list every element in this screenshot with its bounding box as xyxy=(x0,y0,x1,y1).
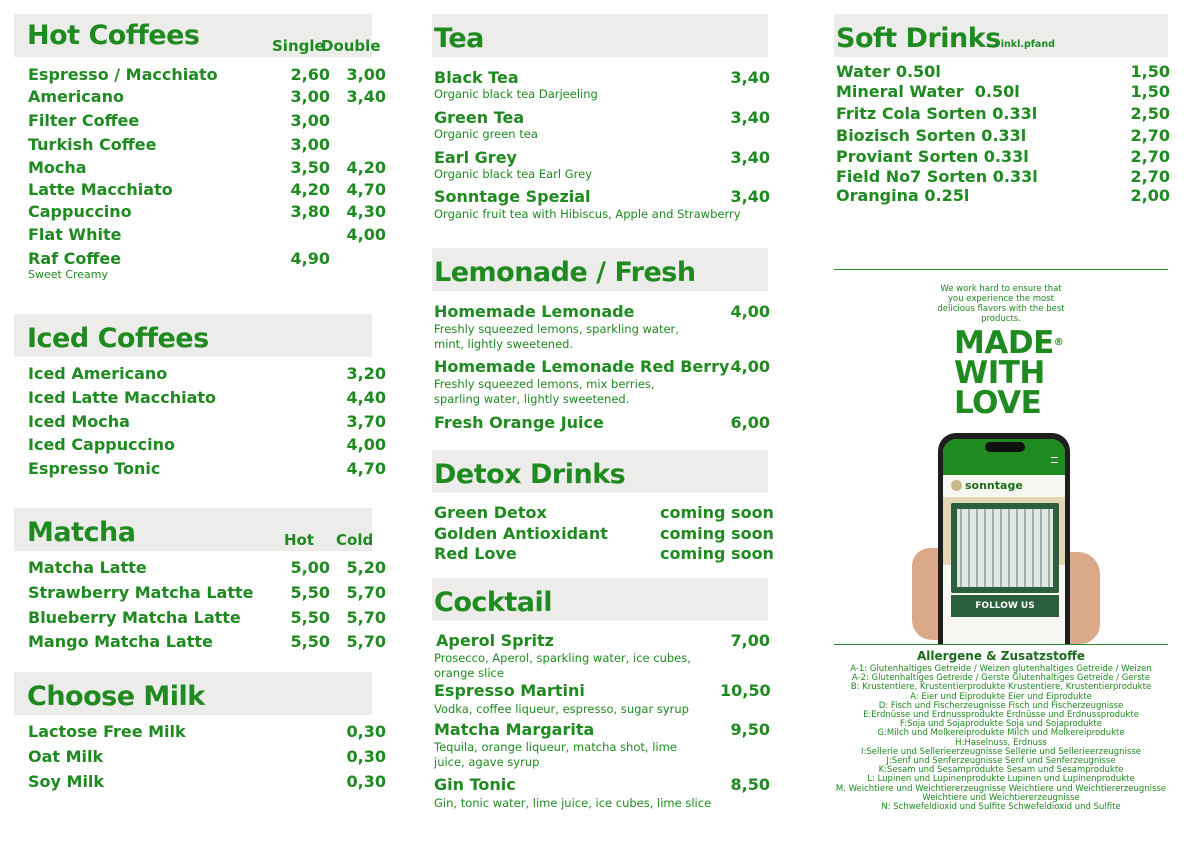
allergen-line: M. Weichtiere und Weichtiererzeugnisse Weichtiere und Weichtiererzeugnisse xyxy=(835,783,1167,794)
hot-coffees-header xyxy=(14,14,381,57)
item-price-cold: 5,70 xyxy=(346,583,386,602)
soft-drinks-subtitle: inkl.pfand xyxy=(1000,39,1055,50)
matcha-header xyxy=(14,508,372,551)
item-price: 7,00 xyxy=(730,631,770,650)
item-price-cold: 5,70 xyxy=(346,608,386,627)
item-description: Gin, tonic water, lime juice, ice cubes, lime slice xyxy=(434,796,712,810)
item-name: Red Love xyxy=(434,544,517,563)
item-price-hot: 5,50 xyxy=(290,632,330,651)
item-price-hot: 5,50 xyxy=(290,583,330,602)
item-name: Blueberry Matcha Latte xyxy=(28,608,241,627)
brand-logo-icon xyxy=(951,480,962,491)
item-price-single: 4,20 xyxy=(290,180,330,199)
item-name: Earl Grey xyxy=(434,148,517,167)
hot-coffees-title: Hot Coffees xyxy=(27,20,200,51)
item-price-double: 4,30 xyxy=(346,202,386,221)
milk-title: Choose Milk xyxy=(27,681,205,712)
item-price-cold: 5,70 xyxy=(346,632,386,651)
item-name: Sonntage Spezial xyxy=(434,187,591,206)
item-price-single: 4,90 xyxy=(290,249,330,268)
item-price: 4,00 xyxy=(730,357,770,376)
phone-app-bar xyxy=(943,439,1065,475)
phone-screen xyxy=(943,439,1065,645)
item-name: Filter Coffee xyxy=(28,111,140,130)
allergen-line: Weichtiere und Weichtiererzeugnisse xyxy=(922,792,1080,803)
soft-drinks-header xyxy=(834,14,1168,57)
item-description: Organic black tea Earl Grey xyxy=(434,167,593,181)
soft-drinks-title-text: Soft Drinks xyxy=(836,23,1001,54)
item-price: 4,00 xyxy=(730,302,770,321)
allergen-line: K:Sesam und Sesamprodukte Sesam und Sesamprodukte xyxy=(878,765,1124,776)
item-price-double: 4,20 xyxy=(346,158,386,177)
item-description: Sweet Creamy xyxy=(28,268,109,281)
item-name: Green Tea xyxy=(434,108,525,127)
double-label: Double xyxy=(321,37,381,55)
item-price-single: 3,50 xyxy=(290,158,330,177)
allergen-line: D: Fisch und Fischerzeugnisse Fisch und Fischerzeugnisse xyxy=(878,700,1124,711)
item-price: 6,00 xyxy=(730,413,770,432)
item-price-double: 3,00 xyxy=(346,65,386,84)
item-description: Vodka, coffee liqueur, espresso, sugar syrup xyxy=(434,702,689,716)
item-price: 10,50 xyxy=(720,681,771,700)
brand-name: sonntage xyxy=(965,479,1023,492)
item-price-double: 4,70 xyxy=(346,180,386,199)
item-name: Oat Milk xyxy=(28,747,104,766)
item-price-double: 3,40 xyxy=(346,87,386,106)
item-name: Iced Latte Macchiato xyxy=(28,388,217,407)
item-name: Matcha Latte xyxy=(28,558,147,577)
item-price: 3,40 xyxy=(730,108,770,127)
item-name: Turkish Coffee xyxy=(28,135,157,154)
item-price-single: 3,00 xyxy=(290,111,330,130)
item-name: Iced Cappuccino xyxy=(28,435,175,454)
item-name: Gin Tonic xyxy=(434,775,516,794)
item-price: coming soon xyxy=(660,503,774,522)
item-price: 4,00 xyxy=(346,435,386,454)
item-name: Espresso Tonic xyxy=(28,459,161,478)
tea-title: Tea xyxy=(434,23,484,54)
item-price: 3,40 xyxy=(730,148,770,167)
allergen-line: G:Milch und Molkereiprodukte Milch und Molkereiprodukte xyxy=(877,728,1125,739)
lemonade-title: Lemonade / Fresh xyxy=(434,257,696,288)
item-name: Lactose Free Milk xyxy=(28,722,186,741)
item-price: 0,30 xyxy=(346,747,386,766)
item-name: Iced Americano xyxy=(28,364,168,383)
item-name: Homemade Lemonade Red Berry xyxy=(434,357,730,376)
item-name: Strawberry Matcha Latte xyxy=(28,583,254,602)
item-price: 2,50 xyxy=(1130,104,1170,123)
item-name: Field No7 Sorten 0.33l xyxy=(836,167,1038,186)
item-name: Fritz Cola Sorten 0.33l xyxy=(836,104,1038,123)
cold-label: Cold xyxy=(336,531,374,549)
item-price: 2,70 xyxy=(1130,126,1170,145)
allergen-line: I:Sellerie und Sellerieerzeugnisse Sellerie und Sellerieerzeugnisse xyxy=(861,746,1141,757)
item-name: Golden Antioxidant xyxy=(434,524,608,543)
item-name: Espresso / Macchiato xyxy=(28,65,218,84)
allergens-list xyxy=(834,665,1168,812)
promo-text: We work hard to ensure that you experience the most delicious flavors with the best products. xyxy=(937,284,1065,324)
item-name: Homemade Lemonade xyxy=(434,302,635,321)
item-price: 3,20 xyxy=(346,364,386,383)
logo-line-3: LOVE xyxy=(954,385,1042,421)
item-price: 2,00 xyxy=(1130,186,1170,205)
item-name: Orangina 0.25l xyxy=(836,186,970,205)
soft-drinks-title xyxy=(836,23,1055,54)
made-with-love-logo xyxy=(954,325,1064,421)
item-price: 3,40 xyxy=(730,187,770,206)
item-name: Matcha Margarita xyxy=(434,720,595,739)
logo-line-2: WITH xyxy=(954,355,1045,391)
item-name: Aperol Spritz xyxy=(436,631,554,650)
item-description: Freshly squeezed lemons, sparkling water, mint, lightly sweetened. xyxy=(434,322,679,351)
divider xyxy=(834,644,1168,645)
item-price: coming soon xyxy=(660,544,774,563)
item-name: Water 0.50l xyxy=(836,62,941,81)
item-name: Espresso Martini xyxy=(434,681,585,700)
allergen-line: F:Soja und Sojaprodukte Soja und Sojaprodukte xyxy=(900,719,1102,730)
item-price: 9,50 xyxy=(730,720,770,739)
allergen-line: E:Erdnüsse und Erdnussprodukte Erdnüsse und Erdnussprodukte xyxy=(863,710,1139,721)
hot-label: Hot xyxy=(284,531,315,549)
item-description: Organic fruit tea with Hibiscus, Apple and Strawberry xyxy=(434,207,741,221)
allergen-line: J:Senf und Senferzeugnisse Senf und Senferzeugnisse xyxy=(886,756,1116,767)
hamburger-menu-icon xyxy=(1051,457,1058,463)
allergen-line: L: Lupinen und Lupinenprodukte Lupinen und Lupinenprodukte xyxy=(867,774,1135,785)
item-name: Raf Coffee xyxy=(28,249,122,268)
detox-title: Detox Drinks xyxy=(434,459,626,490)
allergen-line: A-1: Glutenhaltiges Getreide / Weizen glutenhaltiges Getreide / Weizen xyxy=(850,664,1152,674)
detox-header xyxy=(432,450,768,493)
allergen-line: H:Haselnuss, Erdnuss xyxy=(955,737,1047,748)
item-price: 3,40 xyxy=(730,68,770,87)
cocktail-title: Cocktail xyxy=(434,587,552,618)
item-price: 4,40 xyxy=(346,388,386,407)
item-price-single: 3,80 xyxy=(290,202,330,221)
item-price: 1,50 xyxy=(1130,62,1170,81)
item-price: coming soon xyxy=(660,524,774,543)
item-price-hot: 5,50 xyxy=(290,608,330,627)
allergen-line: A: Eier und Eiprodukte Eier und Eiprodukte xyxy=(910,691,1092,702)
item-price-single: 2,60 xyxy=(290,65,330,84)
item-price: 3,70 xyxy=(346,412,386,431)
item-name: Proviant Sorten 0.33l xyxy=(836,147,1029,166)
item-price-single: 3,00 xyxy=(290,87,330,106)
allergen-line: B: Krustentiere, Krustentierprodukte Krustentiere, Krustentierprodukte xyxy=(850,682,1152,693)
item-price-hot: 5,00 xyxy=(290,558,330,577)
item-name: Soy Milk xyxy=(28,772,105,791)
divider xyxy=(834,269,1168,270)
item-price: 8,50 xyxy=(730,775,770,794)
item-name: Green Detox xyxy=(434,503,547,522)
item-name: Black Tea xyxy=(434,68,519,87)
item-price-single: 3,00 xyxy=(290,135,330,154)
phone-mockup xyxy=(938,433,1070,645)
iced-coffees-header xyxy=(14,314,372,357)
item-name: Mineral Water 0.50l xyxy=(836,82,1020,101)
allergen-line: N: Schwefeldioxid und Sulfite Schwefeldioxid und Sulfite xyxy=(881,802,1121,813)
cocktail-header xyxy=(432,578,768,621)
item-name: Americano xyxy=(28,87,124,106)
phone-notch xyxy=(985,442,1025,452)
item-price-double: 4,00 xyxy=(346,225,386,244)
registered-mark: ® xyxy=(1053,337,1064,348)
item-name: Latte Macchiato xyxy=(28,180,173,199)
item-name: Fresh Orange Juice xyxy=(434,413,604,432)
tea-header xyxy=(432,14,768,57)
item-price: 2,70 xyxy=(1130,167,1170,186)
item-description: Tequila, orange liqueur, matcha shot, lime juice, agave syrup xyxy=(434,740,677,769)
item-name: Flat White xyxy=(28,225,122,244)
item-price: 0,30 xyxy=(346,772,386,791)
item-name: Biozisch Sorten 0.33l xyxy=(836,126,1027,145)
item-description: Organic black tea Darjeeling xyxy=(434,87,598,101)
item-price: 4,70 xyxy=(346,459,386,478)
lemonade-header xyxy=(432,248,768,291)
milk-header xyxy=(14,672,372,715)
item-price: 0,30 xyxy=(346,722,386,741)
follow-us-button: FOLLOW US xyxy=(951,595,1059,617)
item-name: Mango Matcha Latte xyxy=(28,632,213,651)
item-name: Cappuccino xyxy=(28,202,132,221)
item-price: 2,70 xyxy=(1130,147,1170,166)
item-description: Freshly squeezed lemons, mix berries, sparling water, lightly sweetened. xyxy=(434,377,655,406)
item-description: Organic green tea xyxy=(434,127,538,141)
qr-pattern xyxy=(957,509,1053,587)
allergen-line: A-2: Glutenhaltiges Getreide / Gerste Glutenhaltiges Getreide / Gerste xyxy=(851,673,1151,684)
item-name: Mocha xyxy=(28,158,87,177)
iced-coffees-title: Iced Coffees xyxy=(27,323,209,354)
single-label: Single xyxy=(272,37,325,55)
logo-line-1: MADE xyxy=(954,325,1054,361)
item-price-cold: 5,20 xyxy=(346,558,386,577)
matcha-title: Matcha xyxy=(27,517,136,548)
item-description: Prosecco, Aperol, sparkling water, ice cubes, orange slice xyxy=(434,651,691,680)
item-name: Iced Mocha xyxy=(28,412,130,431)
allergens-title: Allergene & Zusatzstoffe xyxy=(917,649,1085,663)
qr-code xyxy=(951,503,1059,593)
item-price: 1,50 xyxy=(1130,82,1170,101)
